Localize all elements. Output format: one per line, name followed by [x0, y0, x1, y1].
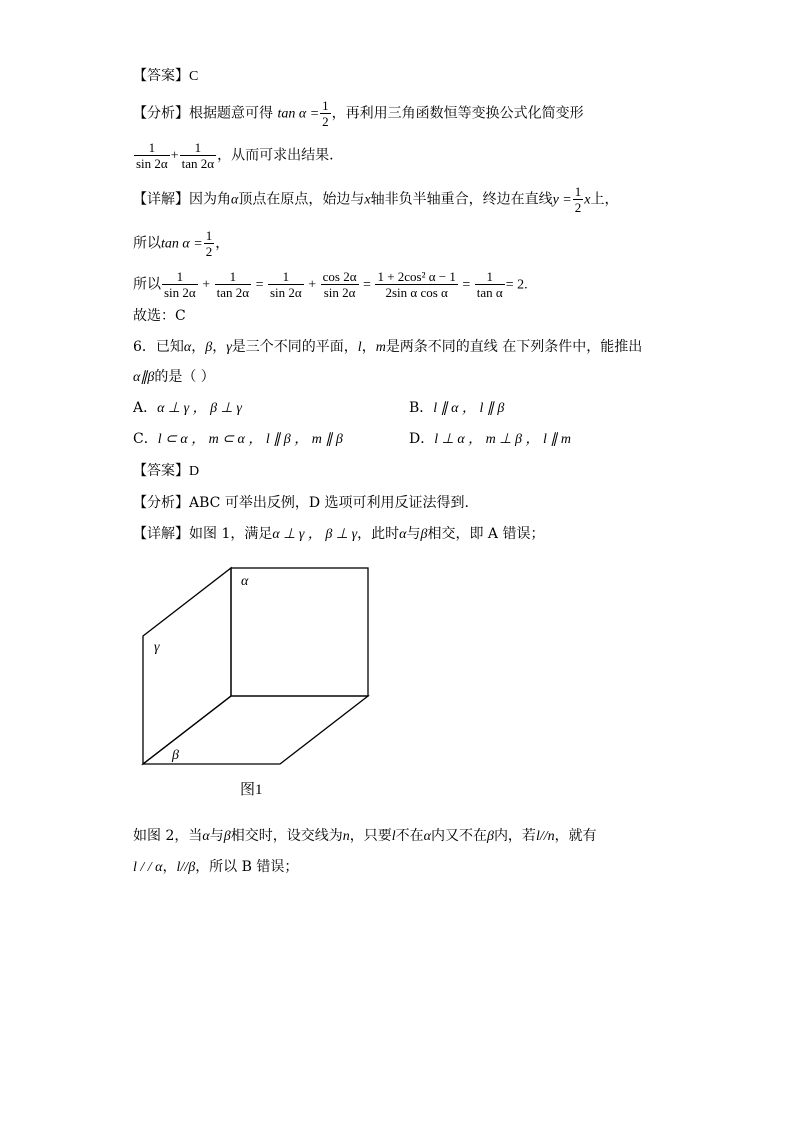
numerator: 1	[205, 228, 213, 243]
answer-value: C	[189, 69, 199, 84]
denominator: sin 2α	[270, 285, 302, 300]
denominator: tan 2α	[181, 156, 215, 171]
l-symbol: l	[357, 340, 362, 355]
tan-alpha: tan α =	[277, 106, 320, 122]
para-text: 如图 2，当	[133, 828, 203, 844]
detail-text: 相交，即 A 错误；	[427, 526, 545, 542]
l-parallel-beta: l//β	[176, 860, 196, 875]
para-text: ，就有	[554, 828, 597, 844]
numerator: 1	[215, 269, 251, 285]
numerator: 1	[180, 140, 216, 156]
stem-text: 6．已知	[133, 339, 184, 355]
numerator: cos 2α	[322, 269, 357, 284]
analysis-tag: 【分析】	[133, 105, 189, 122]
y-equals: y =	[552, 192, 572, 208]
alpha-parallel-beta: α∥β	[133, 370, 155, 385]
q6-stem-line1: 6．已知α，β，γ是三个不同的平面，l，m是两条不同的直线 在下列条件中，能推出	[133, 339, 643, 355]
n-symbol: n	[342, 829, 350, 844]
detail-text: 顶点在原点，始边与	[238, 191, 365, 208]
answer-tag: 【答案】	[133, 463, 189, 479]
l-parallel-n: l//n	[535, 829, 555, 844]
option-text: α ⊥ γ ， β ⊥ γ	[157, 401, 242, 416]
q5-so-line2: 所以 $\frac{1}{\sin 2\alpha}$ + $\frac{1}{\tan 2\alpha}$ = $\frac{1}{\sin 2\alpha}$ + $\frac{\cos 2\alpha}{\sin 2\alpha}$ = $\frac{\text{1 + 2cos² α − 1}}{\text{2sin α cos α}}$ = $\frac{1}{\text{tan α}}$ = 2.	[133, 269, 528, 300]
stem-text: 的是（ ）	[154, 369, 215, 385]
label-gamma: γ	[154, 640, 160, 655]
para-text: 相交时，设交线为	[230, 828, 343, 844]
detail-text: 轴非负半轴重合，终边在直线	[370, 191, 553, 208]
para-text: 内，若	[493, 828, 536, 844]
para-text: ，所以 B 错误；	[195, 859, 299, 875]
option-text: l ⊥ α ， m ⊥ β ， l ∥ m	[434, 432, 571, 447]
label-alpha: α	[241, 574, 249, 589]
analysis-text: ，再利用三角函数恒等变换公式化简变形	[331, 105, 584, 122]
alpha-symbol: α	[423, 829, 431, 844]
detail-tag: 【详解】	[133, 191, 189, 208]
m-symbol: m	[375, 340, 386, 355]
tan-alpha: tan α =	[161, 236, 203, 252]
chain-end: = 2.	[505, 277, 528, 293]
so-text: 所以	[133, 235, 161, 252]
alpha-symbol: α	[202, 829, 210, 844]
denominator: 2sin α cos α	[385, 285, 448, 300]
denominator: sin 2α	[164, 285, 196, 300]
option-label: A．	[133, 400, 158, 416]
analysis-text: 根据题意可得	[189, 105, 273, 122]
option-label: B．	[409, 400, 434, 416]
analysis-tag: 【分析】	[133, 495, 189, 511]
detail-text: 因为角	[189, 191, 231, 208]
choice-text: 故选：C	[133, 308, 186, 324]
option-text: l ∥ α ， l ∥ β	[433, 401, 505, 416]
para-text: 不在	[395, 828, 424, 844]
plus-sign: +	[170, 148, 179, 164]
figure-caption: 图1	[240, 782, 263, 798]
numerator: 1	[268, 269, 304, 285]
denominator: sin 2α	[323, 285, 356, 300]
so-text: 所以	[133, 276, 161, 293]
alpha-symbol: α	[183, 340, 192, 355]
beta-symbol: β	[205, 340, 213, 355]
denominator: tan 2α	[216, 285, 250, 300]
detail-tag: 【详解】	[133, 526, 189, 542]
detail-condition: α ⊥ γ ， β ⊥ γ	[272, 527, 358, 542]
x-symbol: x	[584, 192, 591, 208]
option-label: C．	[133, 431, 158, 447]
denominator: sin 2α	[136, 156, 168, 171]
option-text: l ⊂ α ， m ⊂ α ， l ∥ β ， m ∥ β	[157, 432, 343, 447]
numerator: 1	[162, 269, 198, 285]
para-text: 与	[209, 828, 224, 844]
analysis-text: ABC 可举出反例，D 选项可利用反证法得到.	[189, 495, 469, 511]
option-label: D．	[409, 431, 435, 447]
alpha-symbol: α	[231, 192, 239, 208]
numerator: 1 + 2cos² α − 1	[377, 269, 456, 284]
beta-symbol: β	[486, 829, 494, 844]
stem-text: 是两条不同的直线 在下列条件中，能推出	[385, 339, 643, 355]
l-parallel-alpha: l / / α	[133, 860, 163, 875]
gamma-symbol: γ	[226, 340, 232, 355]
stem-text: 是三个不同的平面，	[231, 339, 358, 355]
answer-tag: 【答案】	[133, 68, 189, 84]
plane-alpha-rect	[231, 568, 368, 696]
denominator: 2	[205, 244, 213, 259]
denominator: 2	[574, 200, 582, 215]
numerator: 1	[475, 269, 505, 285]
so-text: ，	[215, 235, 230, 252]
detail-text: 如图 1，满足	[189, 526, 273, 542]
answer-value: D	[189, 464, 200, 479]
numerator: 1	[574, 184, 582, 199]
denominator: 2	[322, 114, 329, 129]
beta-symbol: β	[420, 527, 428, 542]
label-beta: β	[172, 748, 179, 763]
para-text: 内又不在	[430, 828, 487, 844]
numerator: 1	[322, 98, 329, 113]
q6-para2-line1	[133, 827, 597, 846]
l-symbol: l	[391, 829, 396, 844]
x-symbol: x	[364, 192, 371, 208]
numerator: 1	[134, 140, 170, 156]
detail-text: 与	[406, 526, 421, 542]
detail-text: ，此时	[357, 526, 400, 542]
alpha-symbol: α	[399, 527, 407, 542]
denominator: tan α	[476, 285, 503, 300]
para-text: ，只要	[349, 828, 392, 844]
q6-para2-line2: l / / α，l//β，所以 B 错误；	[133, 859, 299, 875]
plane-gamma-face	[143, 568, 231, 764]
analysis-text: ，从而可求出结果.	[217, 147, 334, 164]
detail-text: 上，	[590, 191, 619, 208]
beta-symbol: β	[223, 829, 231, 844]
